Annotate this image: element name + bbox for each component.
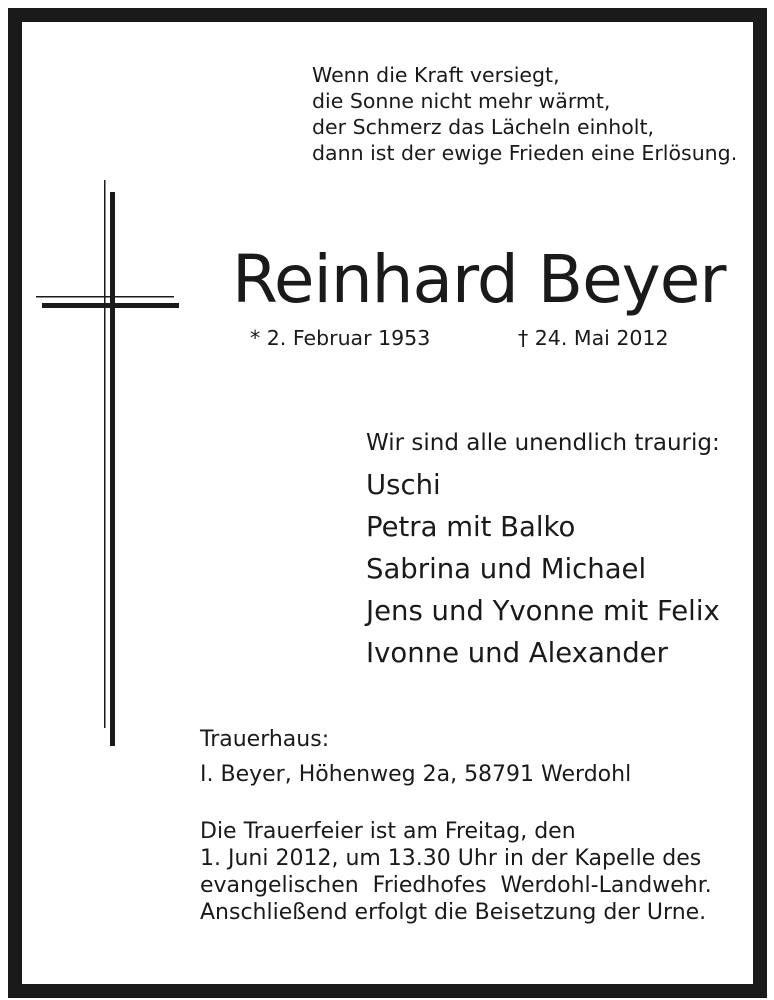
mourner-name: Jens und Yvonne mit Felix <box>366 595 720 627</box>
ceremony-line: evangelischen Friedhofes Werdohl-Landwehr. <box>200 873 712 898</box>
ceremony-info <box>200 818 712 926</box>
poem-line: dann ist der ewige Frieden eine Erlösung. <box>312 141 738 165</box>
death-date: † 24. Mai 2012 <box>518 326 669 350</box>
mourner-name: Petra mit Balko <box>366 511 576 543</box>
poem <box>312 62 737 166</box>
poem-line: der Schmerz das Lächeln einholt, <box>312 115 655 139</box>
mourner-name: Uschi <box>366 469 441 501</box>
mourning-house-address: I. Beyer, Höhenweg 2a, 58791 Werdohl <box>200 762 632 787</box>
mourners-list <box>366 464 720 674</box>
ceremony-line: Die Trauerfeier ist am Freitag, den <box>200 819 576 844</box>
ceremony-line: Anschließend erfolgt die Beisetzung der Urne. <box>200 900 707 925</box>
mourner-name: Ivonne und Alexander <box>366 637 668 669</box>
poem-line: die Sonne nicht mehr wärmt, <box>312 89 611 113</box>
birth-date: * 2. Februar 1953 <box>250 326 431 350</box>
mourners-intro: Wir sind alle unendlich traurig: <box>366 430 720 456</box>
ceremony-line: 1. Juni 2012, um 13.30 Uhr in der Kapelle des <box>200 846 702 871</box>
poem-line: Wenn die Kraft versiegt, <box>312 63 560 87</box>
deceased-name: Reinhard Beyer <box>232 241 726 318</box>
mourner-name: Sabrina und Michael <box>366 553 647 585</box>
mourning-house-label: Trauerhaus: <box>200 727 330 752</box>
